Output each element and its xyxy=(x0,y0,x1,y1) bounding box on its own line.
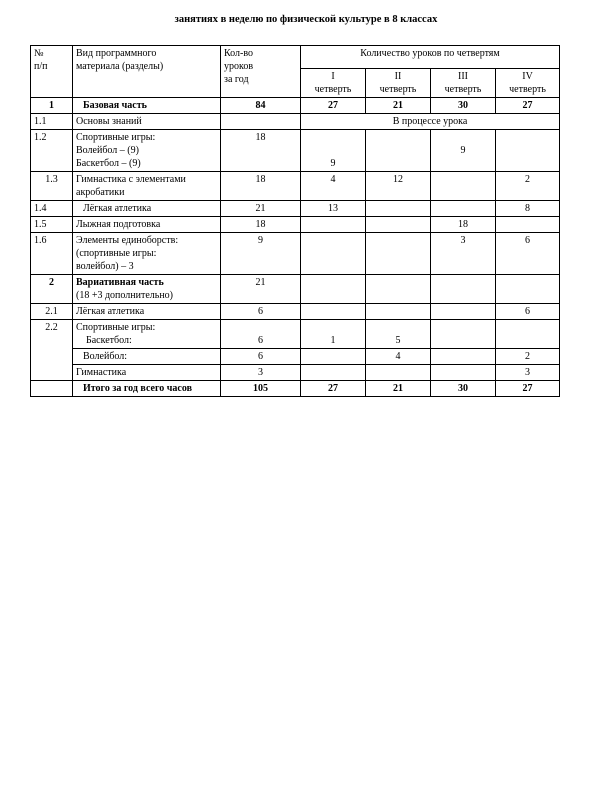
table-row xyxy=(31,217,560,233)
row-name: Лёгкая атлетика xyxy=(73,201,221,217)
row-name: Основы знаний xyxy=(73,114,221,130)
row-q1 xyxy=(301,304,366,320)
row-q1 xyxy=(301,365,366,381)
row-q2 xyxy=(366,130,431,172)
row-q2: 4 xyxy=(366,349,431,365)
row-num: 2.1 xyxy=(31,304,73,320)
header-row xyxy=(31,46,560,69)
row-name: Элементы единоборств: (спортивные игры: волейбол) – 3 xyxy=(73,233,221,275)
row-num: 1.6 xyxy=(31,233,73,275)
row-q3: 30 xyxy=(431,98,496,114)
row-total: 84 xyxy=(221,98,301,114)
row-num: 2 xyxy=(31,275,73,304)
row-q2: 5 xyxy=(366,320,431,349)
row-name: Спортивные игры: Волейбол – (9) Баскетбол – (9) xyxy=(73,130,221,172)
row-q3 xyxy=(431,365,496,381)
row-num: 2.2 xyxy=(31,320,73,381)
header-num: № п/п xyxy=(31,46,73,98)
table-row xyxy=(31,201,560,217)
row-q4: 2 xyxy=(496,172,560,201)
row-total: 6 xyxy=(221,349,301,365)
row-q1: 9 xyxy=(301,130,366,172)
row-name: Спортивные игры: Баскетбол: xyxy=(73,320,221,349)
table-row xyxy=(31,172,560,201)
row-q4 xyxy=(496,130,560,172)
row-q2 xyxy=(366,233,431,275)
total-label: Итого за год всего часов xyxy=(73,381,221,397)
table-row xyxy=(31,365,560,381)
row-span-note: В процессе урока xyxy=(301,114,560,130)
total-q4: 27 xyxy=(496,381,560,397)
row-total: 6 xyxy=(221,320,301,349)
row-total: 18 xyxy=(221,130,301,172)
row-num: 1.2 xyxy=(31,130,73,172)
row-q2 xyxy=(366,217,431,233)
total-value: 105 xyxy=(221,381,301,397)
row-q3 xyxy=(431,172,496,201)
table-row xyxy=(31,349,560,365)
row-name: Базовая часть xyxy=(73,98,221,114)
table-row xyxy=(31,98,560,114)
row-q4: 8 xyxy=(496,201,560,217)
table-row xyxy=(31,130,560,172)
row-q1: 27 xyxy=(301,98,366,114)
row-q1: 13 xyxy=(301,201,366,217)
table-row xyxy=(31,233,560,275)
total-q3: 30 xyxy=(431,381,496,397)
row-total: 21 xyxy=(221,201,301,217)
row-q2 xyxy=(366,201,431,217)
row-q2 xyxy=(366,275,431,304)
row-name: Лёгкая атлетика xyxy=(73,304,221,320)
header-quarter-3: III четверть xyxy=(431,69,496,98)
table-row xyxy=(31,304,560,320)
table-row xyxy=(31,114,560,130)
row-name: Гимнастика xyxy=(73,365,221,381)
row-q3 xyxy=(431,349,496,365)
row-q4: 6 xyxy=(496,304,560,320)
row-name: Гимнастика с элементами акробатики xyxy=(73,172,221,201)
header-quarter-2: II четверть xyxy=(366,69,431,98)
header-count: Кол-во уроков за год xyxy=(221,46,301,98)
row-q4: 27 xyxy=(496,98,560,114)
row-q1: 1 xyxy=(301,320,366,349)
row-num: 1.1 xyxy=(31,114,73,130)
row-name: Лыжная подготовка xyxy=(73,217,221,233)
header-section: Вид программного материала (разделы) xyxy=(73,46,221,98)
row-q1 xyxy=(301,233,366,275)
row-q3 xyxy=(431,201,496,217)
total-q2: 21 xyxy=(366,381,431,397)
row-q3: 9 xyxy=(431,130,496,172)
row-q3 xyxy=(431,304,496,320)
row-num: 1 xyxy=(31,98,73,114)
page-title: занятиях в неделю по физической культуре в 8 классах xyxy=(174,14,438,25)
row-q2 xyxy=(366,304,431,320)
row-num: 1.4 xyxy=(31,201,73,217)
row-q3 xyxy=(431,320,496,349)
row-q2: 12 xyxy=(366,172,431,201)
row-name: Волейбол: xyxy=(73,349,221,365)
lesson-plan-table xyxy=(30,45,560,397)
row-num: 1.5 xyxy=(31,217,73,233)
row-total: 6 xyxy=(221,304,301,320)
header-quarter-1: I четверть xyxy=(301,69,366,98)
row-q4 xyxy=(496,275,560,304)
row-q3: 3 xyxy=(431,233,496,275)
row-q3: 18 xyxy=(431,217,496,233)
row-q4 xyxy=(496,320,560,349)
row-q1 xyxy=(301,275,366,304)
row-total: 18 xyxy=(221,172,301,201)
row-q1: 4 xyxy=(301,172,366,201)
row-q4: 6 xyxy=(496,233,560,275)
row-total: 21 xyxy=(221,275,301,304)
row-q2 xyxy=(366,365,431,381)
row-total: 9 xyxy=(221,233,301,275)
total-q1: 27 xyxy=(301,381,366,397)
row-total: 18 xyxy=(221,217,301,233)
table-row xyxy=(31,275,560,304)
table-row xyxy=(31,320,560,349)
row-q3 xyxy=(431,275,496,304)
row-name: Вариативная часть (18 +3 дополнительно) xyxy=(73,275,221,304)
row-q4 xyxy=(496,217,560,233)
header-quarters-title: Количество уроков по четвертям xyxy=(301,46,560,69)
row-q4: 3 xyxy=(496,365,560,381)
total-row xyxy=(31,381,560,397)
row-q1 xyxy=(301,217,366,233)
header-quarter-4: IV четверть xyxy=(496,69,560,98)
row-q2: 21 xyxy=(366,98,431,114)
row-total: 3 xyxy=(221,365,301,381)
row-q4: 2 xyxy=(496,349,560,365)
row-num: 1.3 xyxy=(31,172,73,201)
row-q1 xyxy=(301,349,366,365)
